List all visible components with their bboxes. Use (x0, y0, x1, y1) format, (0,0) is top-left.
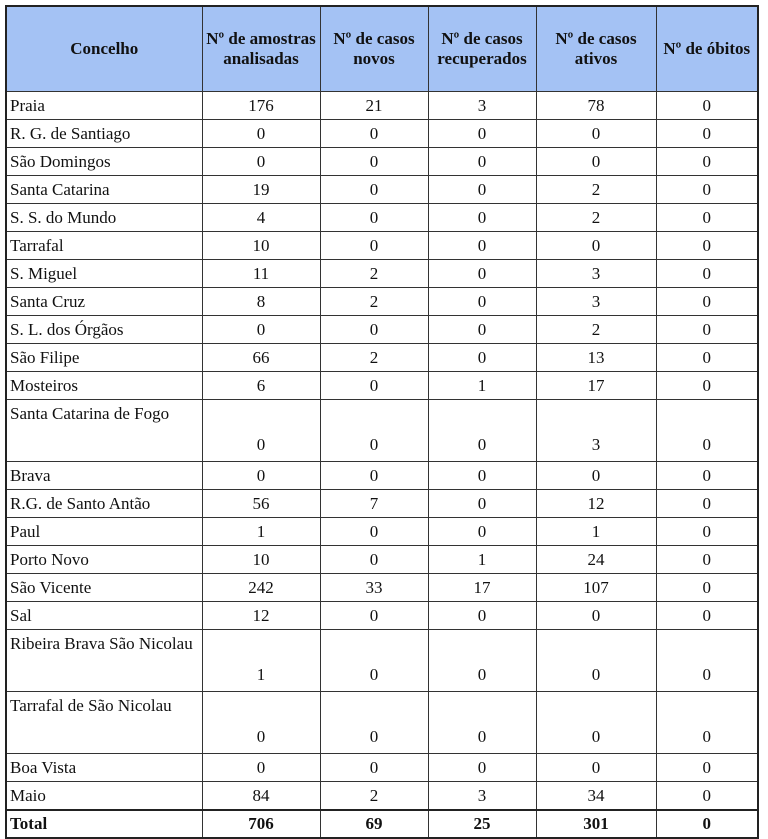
cell-value: 12 (536, 490, 656, 518)
cell-concelho: Praia (6, 92, 202, 120)
cell-value: 0 (320, 148, 428, 176)
total-value: 69 (320, 810, 428, 838)
cell-value: 0 (202, 754, 320, 782)
table-row (6, 754, 758, 782)
cell-value: 0 (428, 120, 536, 148)
cell-value: 2 (320, 288, 428, 316)
cell-value: 0 (320, 372, 428, 400)
cell-value: 56 (202, 490, 320, 518)
cell-value: 0 (428, 518, 536, 546)
cell-concelho: Boa Vista (6, 754, 202, 782)
table-row (6, 316, 758, 344)
table-row (6, 204, 758, 232)
table-row (6, 260, 758, 288)
total-row (6, 810, 758, 838)
header-casos-ativos: Nº de casos ativos (536, 6, 656, 92)
cell-value: 0 (536, 754, 656, 782)
cell-value: 0 (320, 692, 428, 754)
cell-value: 0 (320, 754, 428, 782)
cell-value: 0 (656, 372, 758, 400)
cell-concelho: Porto Novo (6, 546, 202, 574)
header-obitos: Nº de óbitos (656, 6, 758, 92)
cell-value: 0 (320, 602, 428, 630)
cell-value: 0 (202, 316, 320, 344)
table-row (6, 120, 758, 148)
cell-value: 2 (536, 176, 656, 204)
cell-value: 66 (202, 344, 320, 372)
header-casos-recuperados: Nº de casos recuperados (428, 6, 536, 92)
cell-value: 0 (428, 462, 536, 490)
cell-value: 3 (536, 288, 656, 316)
table-row (6, 288, 758, 316)
table-row (6, 400, 758, 462)
cell-value: 84 (202, 782, 320, 811)
cell-value: 0 (656, 316, 758, 344)
cell-value: 0 (320, 204, 428, 232)
table-body (6, 92, 758, 839)
cell-value: 1 (536, 518, 656, 546)
cell-value: 8 (202, 288, 320, 316)
table-row (6, 546, 758, 574)
cell-concelho: Santa Cruz (6, 288, 202, 316)
cell-value: 0 (656, 754, 758, 782)
total-label: Total (6, 810, 202, 838)
cell-concelho: Santa Catarina de Fogo (6, 400, 202, 462)
cell-value: 0 (656, 546, 758, 574)
cell-value: 0 (428, 344, 536, 372)
cell-value: 0 (656, 782, 758, 811)
cell-value: 0 (428, 148, 536, 176)
cell-value: 1 (202, 518, 320, 546)
cell-value: 0 (536, 692, 656, 754)
cell-value: 0 (202, 692, 320, 754)
table-row (6, 692, 758, 754)
cell-concelho: São Vicente (6, 574, 202, 602)
total-value: 301 (536, 810, 656, 838)
cell-value: 0 (320, 518, 428, 546)
cell-value: 34 (536, 782, 656, 811)
cell-concelho: Paul (6, 518, 202, 546)
cell-value: 0 (428, 204, 536, 232)
header-casos-novos: Nº de casos novos (320, 6, 428, 92)
table-row (6, 574, 758, 602)
cell-value: 0 (656, 204, 758, 232)
cell-value: 0 (428, 176, 536, 204)
cell-concelho: Ribeira Brava São Nicolau (6, 630, 202, 692)
table-row (6, 232, 758, 260)
cell-value: 176 (202, 92, 320, 120)
cell-concelho: Brava (6, 462, 202, 490)
cell-concelho: Maio (6, 782, 202, 811)
cell-value: 0 (656, 462, 758, 490)
cell-value: 3 (536, 260, 656, 288)
cell-value: 78 (536, 92, 656, 120)
total-value: 706 (202, 810, 320, 838)
cell-value: 0 (202, 462, 320, 490)
cell-value: 0 (320, 462, 428, 490)
cell-value: 2 (320, 260, 428, 288)
cell-concelho: R.G. de Santo Antão (6, 490, 202, 518)
cell-concelho: Tarrafal (6, 232, 202, 260)
cell-value: 0 (320, 232, 428, 260)
cell-value: 3 (536, 400, 656, 462)
cell-concelho: Sal (6, 602, 202, 630)
table-row (6, 518, 758, 546)
cell-value: 0 (202, 120, 320, 148)
cell-concelho: R. G. de Santiago (6, 120, 202, 148)
cell-value: 24 (536, 546, 656, 574)
cell-value: 0 (320, 120, 428, 148)
cell-value: 4 (202, 204, 320, 232)
cell-value: 0 (656, 176, 758, 204)
table-row (6, 490, 758, 518)
cell-value: 0 (428, 400, 536, 462)
cell-concelho: S. Miguel (6, 260, 202, 288)
covid-cases-table (5, 5, 759, 839)
cell-value: 0 (428, 630, 536, 692)
cell-value: 0 (202, 400, 320, 462)
cell-value: 10 (202, 546, 320, 574)
header-amostras: Nº de amostras analisadas (202, 6, 320, 92)
total-value: 0 (656, 810, 758, 838)
cell-value: 0 (656, 344, 758, 372)
cell-value: 0 (656, 92, 758, 120)
cell-value: 0 (536, 462, 656, 490)
cell-value: 0 (428, 602, 536, 630)
cell-value: 0 (656, 490, 758, 518)
total-value: 25 (428, 810, 536, 838)
cell-value: 0 (536, 630, 656, 692)
cell-value: 11 (202, 260, 320, 288)
header-concelho: Concelho (6, 6, 202, 92)
table-row (6, 630, 758, 692)
cell-value: 0 (656, 260, 758, 288)
cell-value: 7 (320, 490, 428, 518)
cell-concelho: Santa Catarina (6, 176, 202, 204)
header-row (6, 6, 758, 92)
cell-value: 2 (320, 344, 428, 372)
cell-value: 0 (320, 176, 428, 204)
cell-value: 0 (202, 148, 320, 176)
cell-value: 0 (656, 120, 758, 148)
cell-value: 0 (656, 288, 758, 316)
cell-value: 13 (536, 344, 656, 372)
cell-value: 0 (656, 602, 758, 630)
cell-value: 0 (320, 316, 428, 344)
cell-value: 0 (656, 148, 758, 176)
cell-value: 0 (536, 232, 656, 260)
table-row (6, 372, 758, 400)
cell-value: 33 (320, 574, 428, 602)
table-row (6, 462, 758, 490)
cell-value: 2 (536, 204, 656, 232)
cell-value: 1 (428, 546, 536, 574)
cell-value: 21 (320, 92, 428, 120)
cell-value: 17 (428, 574, 536, 602)
cell-value: 0 (536, 148, 656, 176)
cell-value: 0 (320, 630, 428, 692)
cell-value: 0 (656, 518, 758, 546)
cell-value: 0 (656, 232, 758, 260)
cell-concelho: S. S. do Mundo (6, 204, 202, 232)
cell-value: 0 (656, 630, 758, 692)
cell-value: 0 (428, 754, 536, 782)
table-row (6, 148, 758, 176)
table-row (6, 782, 758, 811)
table-row (6, 176, 758, 204)
cell-value: 3 (428, 782, 536, 811)
cell-value: 0 (536, 602, 656, 630)
cell-value: 3 (428, 92, 536, 120)
table-row (6, 92, 758, 120)
cell-value: 0 (428, 316, 536, 344)
cell-value: 0 (428, 692, 536, 754)
cell-concelho: S. L. dos Órgãos (6, 316, 202, 344)
cell-value: 12 (202, 602, 320, 630)
cell-concelho: Mosteiros (6, 372, 202, 400)
cell-value: 1 (202, 630, 320, 692)
cell-concelho: Tarrafal de São Nicolau (6, 692, 202, 754)
cell-value: 2 (536, 316, 656, 344)
cell-value: 0 (656, 692, 758, 754)
cell-value: 0 (428, 288, 536, 316)
cell-value: 0 (320, 546, 428, 574)
cell-value: 0 (428, 232, 536, 260)
table-row (6, 344, 758, 372)
cell-value: 0 (656, 574, 758, 602)
table-row (6, 602, 758, 630)
cell-value: 1 (428, 372, 536, 400)
cell-value: 2 (320, 782, 428, 811)
cell-value: 10 (202, 232, 320, 260)
cell-value: 242 (202, 574, 320, 602)
cell-value: 0 (536, 120, 656, 148)
cell-concelho: São Domingos (6, 148, 202, 176)
cell-value: 0 (428, 490, 536, 518)
cell-value: 0 (320, 400, 428, 462)
cell-value: 0 (428, 260, 536, 288)
cell-value: 19 (202, 176, 320, 204)
cell-value: 17 (536, 372, 656, 400)
cell-concelho: São Filipe (6, 344, 202, 372)
cell-value: 0 (656, 400, 758, 462)
cell-value: 107 (536, 574, 656, 602)
cell-value: 6 (202, 372, 320, 400)
